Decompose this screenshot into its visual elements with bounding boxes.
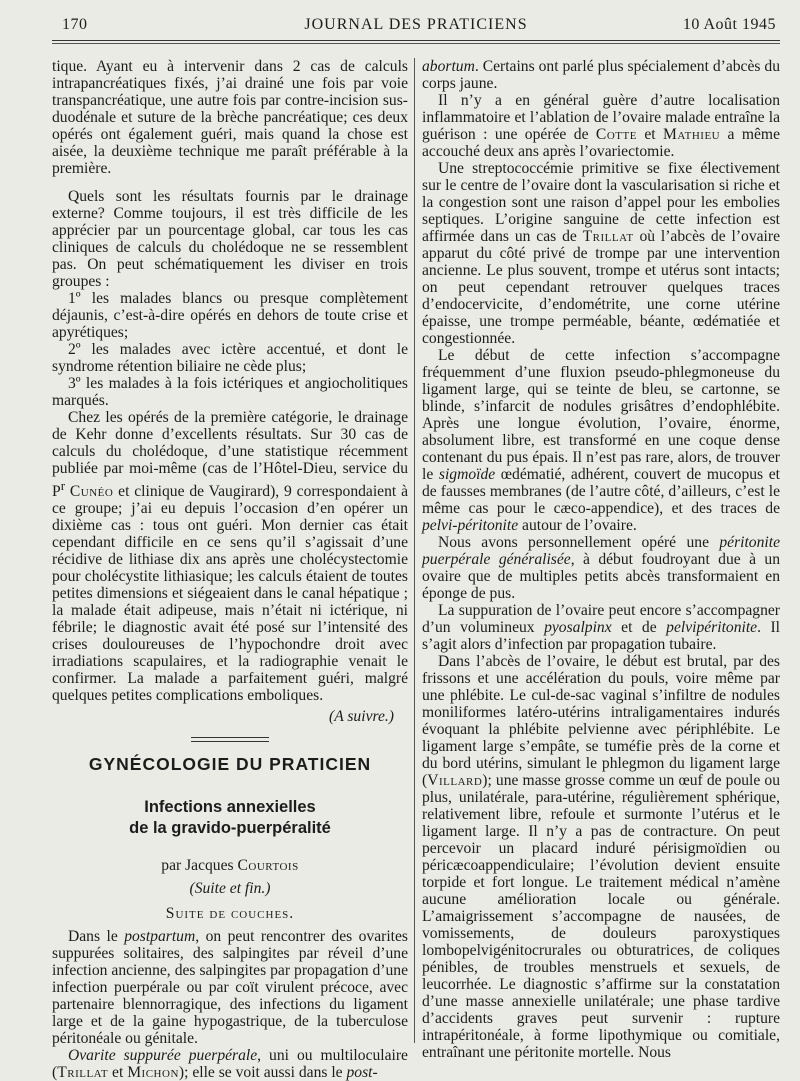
list-item: 2º les malades avec ictère accentué, et dont le syndrome rétention biliaire ne cède plus; (52, 341, 408, 375)
paragraph: Quels sont les résultats fournis par le drainage externe? Comme toujours, il est très difficile de les apprécier par un pourcentage global, car tous les cas cliniques de calculs du cholédoque ne se ressemblent pas. On peut schématiquement les diviser en trois groupes : (52, 188, 408, 290)
list-item: 1º les malades blancs ou presque complètement déjaunis, c’est-à-dire opérés en dehors de toute crise et apyrétiques; (52, 290, 408, 341)
paragraph: Ovarite suppurée puerpérale, uni ou multiloculaire (Trillat et Michon); elle se voit aussi dans le post- (52, 1047, 408, 1081)
subheading: Suite de couches. (165, 905, 295, 923)
author-name: Courtois (237, 857, 299, 875)
paragraph: abortum. Certains ont parlé plus spécialement d’abcès du corps jaune. (422, 58, 780, 92)
header-rule (52, 40, 780, 41)
section-title: GYNÉCOLOGIE DU PRATICIEN (88, 754, 372, 775)
paragraph: Nous avons personnellement opéré une péritonite puerpérale généralisée, à début foudroyant due à un ovaire que de multiples petits abcès transformaient en éponge de pus. (422, 534, 780, 602)
paragraph: Dans l’abcès de l’ovaire, le début est brutal, par des frissons et une accélération du pouls, voire même par une phlébite. Le cul-de-sac vaginal s’infiltre de nodules moniliformes latéro-utérins intraligamentaires indurés évoquant la phlébite pelvienne avec périphlébite. Le ligament large s’empâte, se tuméfie près de la corne et du bord utérins, simulant le phlegmon du ligament large (Villard); une masse grosse comme un œuf de poule ou plus, unilatérale, para-utérine, régulièrement sphérique, relativement libre, refoule et surmonte l’utérus et le ligament large. Il n’y a pas de contracture. On peut percevoir un placard induré périsigmoïdien ou péricæcoappendiculaire; l’évolution devient ensuite torpide et fort longue. Le traitement médical n’amène aucune amélioration locale ou générale. L’amaigrissement s’accompagne de nausées, de vomissements, de douleurs paroxystiques lombopelvigénitocrurales ou obturatrices, de coliques pénibles, de troubles menstruels et sexuels, de leucorrhée. Le diagnostic s’affirme sur la constatation d’une masse annexielle unilatérale; une phase tardive d’accidents graves peut survenir : rupture intrapéritonéale, à forme lipothymique ou comitiale, entraînant une péritonite mortelle. Nous (422, 653, 780, 1061)
suite-note: (Suite et fin.) (189, 880, 271, 898)
paragraph: tique. Ayant eu à intervenir dans 2 cas de calculs intrapancréatiques fixés, j’ai drainé une fois par voie transpancréatique, une autre fois par contre-incision sus-duodénale et suture de la brèche pancréatique; ces deux opérés ont également guéri, mais quand la chose est aisée, la deuxième technique me paraît préférable à la première. (52, 58, 408, 177)
page-number: 170 (62, 16, 88, 33)
article-title: Infections annexielles de la gravido-puerpéralité (129, 798, 331, 838)
separator (191, 741, 269, 742)
journal-title: JOURNAL DES PRATICIENS (304, 16, 528, 33)
paragraph: Dans le postpartum, on peut rencontrer des ovarites suppurées solitaires, des salpingites par réveil d’une infection ancienne, des salpingites par propagation d’une infection puerpérale ou par coït virulent précoce, avec partenaire blennorragique, des infections du ligament large et de la gaine hypogastrique, de la tuberculose péritonéale ou génitale. (52, 928, 408, 1048)
right-column (422, 58, 780, 1061)
header-rule-thin (52, 43, 780, 44)
column-divider (414, 58, 415, 1043)
paragraph: Il n’y a en général guère d’autre localisation inflammatoire et l’ablation de l’ovaire malade entraîne la guérison : une opérée de Cotte et Mathieu a même accouché deux ans après l’ovariectomie. (422, 92, 780, 160)
person-name: Cunéo (69, 483, 114, 501)
left-column (52, 58, 408, 1081)
to-be-continued: (A suivre.) (329, 708, 394, 726)
separator (191, 737, 269, 738)
list-item: 3º les malades à la fois ictériques et angiocholitiques marqués. (52, 375, 408, 409)
paragraph: La suppuration de l’ovaire peut encore s’accompagner d’un volumineux pyosalpinx et de pelvipéritonite. Il s’agit alors d’infection par propagation tubaire. (422, 602, 781, 653)
paragraph: Chez les opérés de la première catégorie, le drainage de Kehr donne d’excellents résultats. Sur 30 cas de calculs du cholédoque, d’une statistique récemment publiée par moi-même (cas de l’Hôtel-Dieu, service du $P^r$ Cunéo et clinique de Vaugirard), 9 correspondaient à ce groupe; j’ai eu depuis l’occasion d’en opérer un dixième cas : tous ont guéri. Mon dernier cas était cependant difficile en ce sens qu’il s’agissait d’une récidive de lithiase dix ans après une cholécystectomie pour cholécystite lithiasique; les calculs étaient de toutes petites dimensions et siégeaient dans le canal hépatique ; la malade était adipeuse, mais n’était ni ictérique, ni fébrile; le diagnostic avait été posé sur l’intensité des crises douloureuses de l’hypochondre droit avec irradiations scapulaires, et la radiographie venait le confirmer. La malade a parfaitement guéri, malgré quelques petites complications emboliques. (52, 409, 408, 705)
paragraph: Une streptococcémie primitive se fixe électivement sur le centre de l’ovaire dont la vascularisation si riche et la congestion sont une raison d’appel pour les embolies septiques. L’origine sanguine de cette infection est affirmée dans un cas de Trillat où l’abcès de l’ovaire apparut du côté privé de trompe par une intervention ancienne. Le plus souvent, trompe et utérus sont intacts; on peut cependant retrouver quelques traces d’endocervicite, d’endométrite, une corne utérine épaisse, une trompe perméable, béante, œdématiée et congestionnée. (422, 160, 780, 347)
paragraph: Le début de cette infection s’accompagne fréquemment d’une fluxion pseudo-phlegmoneuse du ligament large, qui se teinte de bleu, se cartonne, se blinde, s’infarcit de nodules grisâtres d’endophlébite. Après une longue évolution, l’ovaire, énorme, absolument libre, est transformé en une coque dense contenant du pus épais. Il n’est pas rare, alors, de trouver le sigmoïde œdématié, adhérent, couvert de mucopus et de fausses membranes (de l’autre côté, d’ailleurs, c’est le même cas pour le cæco-appendice), et des traces de pelvi-péritonite autour de l’ovaire. (422, 347, 780, 534)
issue-date: 10 Août 1945 (682, 16, 776, 33)
byline: par Jacques Courtois (161, 857, 299, 875)
page-header (50, 12, 782, 38)
